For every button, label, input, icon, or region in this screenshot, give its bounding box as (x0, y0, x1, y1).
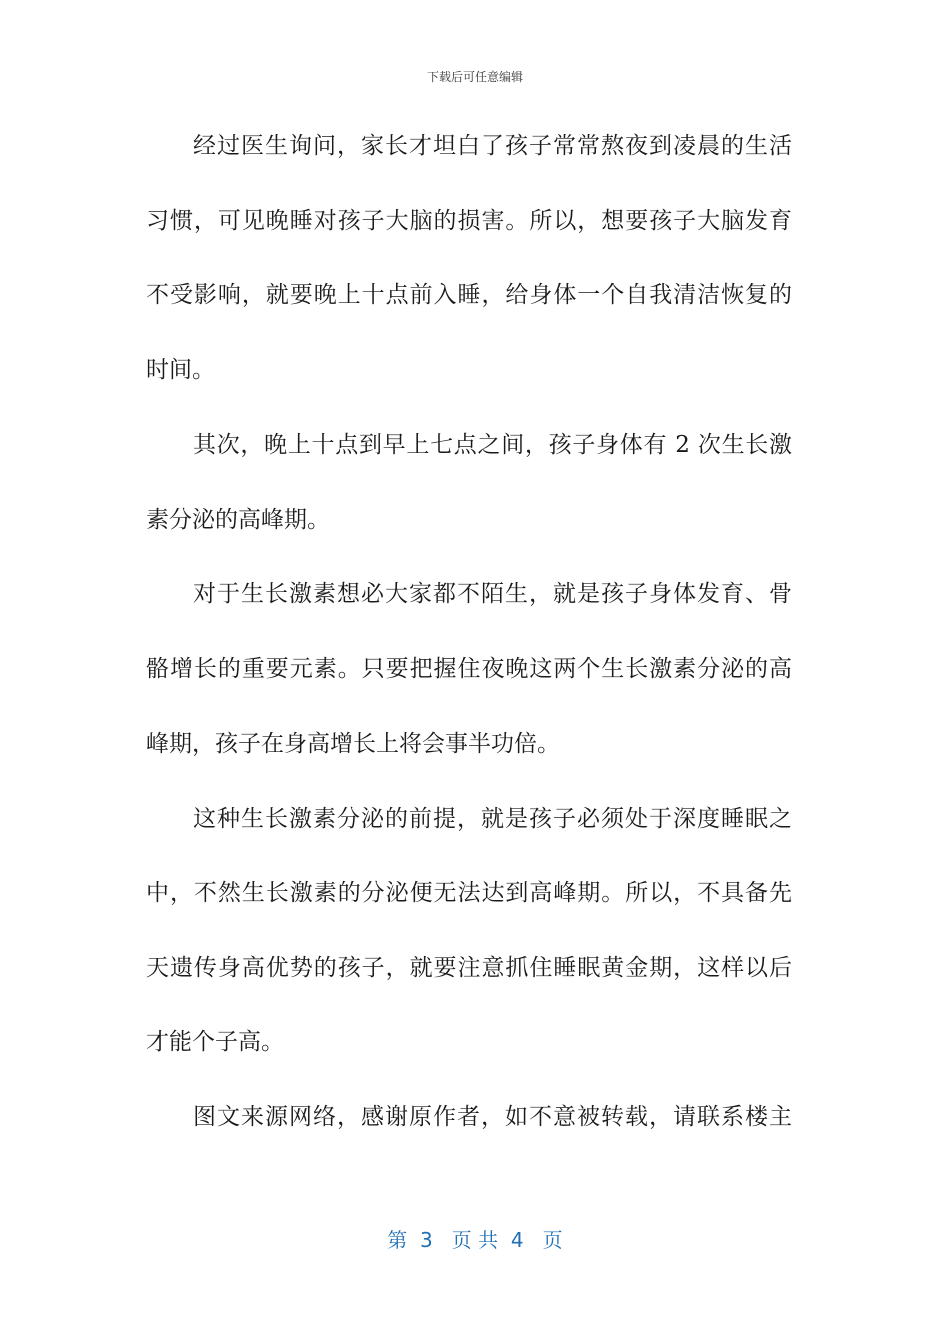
paragraph-line: 峰期，孩子在身高增长上将会事半功倍。 (146, 731, 560, 757)
paragraph-line: 时间。 (146, 357, 215, 383)
paragraph-line: 图文来源网络，感谢原作者，如不意被转载，请联系楼主 (193, 1104, 792, 1130)
paragraph-line: 才能个子高。 (146, 1029, 284, 1055)
paragraph-line: 其次，晚上十点到早上七点之间，孩子身体有 2 次生长激 (193, 432, 792, 458)
page-number-footer (0, 1224, 950, 1253)
paragraph-line: 习惯，可见晚睡对孩子大脑的损害。所以，想要孩子大脑发育 (146, 208, 792, 234)
paragraph-line: 对于生长激素想必大家都不陌生，就是孩子身体发育、骨 (193, 581, 792, 607)
paragraph-line: 经过医生询问，家长才坦白了孩子常常熬夜到凌晨的生活 (193, 133, 792, 159)
paragraph-line: 中，不然生长激素的分泌便无法达到高峰期。所以，不具备先 (146, 880, 792, 906)
page-number-label: 第 3 页 共 4 页 (387, 1228, 563, 1252)
paragraph-line: 骼增长的重要元素。只要把握住夜晚这两个生长激素分泌的高 (146, 656, 792, 682)
paragraph-line: 天遗传身高优势的孩子，就要注意抓住睡眠黄金期，这样以后 (146, 955, 792, 981)
paragraph-line: 素分泌的高峰期。 (146, 507, 330, 533)
paragraph-line: 不受影响，就要晚上十点前入睡，给身体一个自我清洁恢复的 (146, 282, 792, 308)
paragraph-line: 这种生长激素分泌的前提，就是孩子必须处于深度睡眠之 (193, 806, 792, 832)
page-header-note: 下载后可任意编辑 (426, 70, 523, 84)
